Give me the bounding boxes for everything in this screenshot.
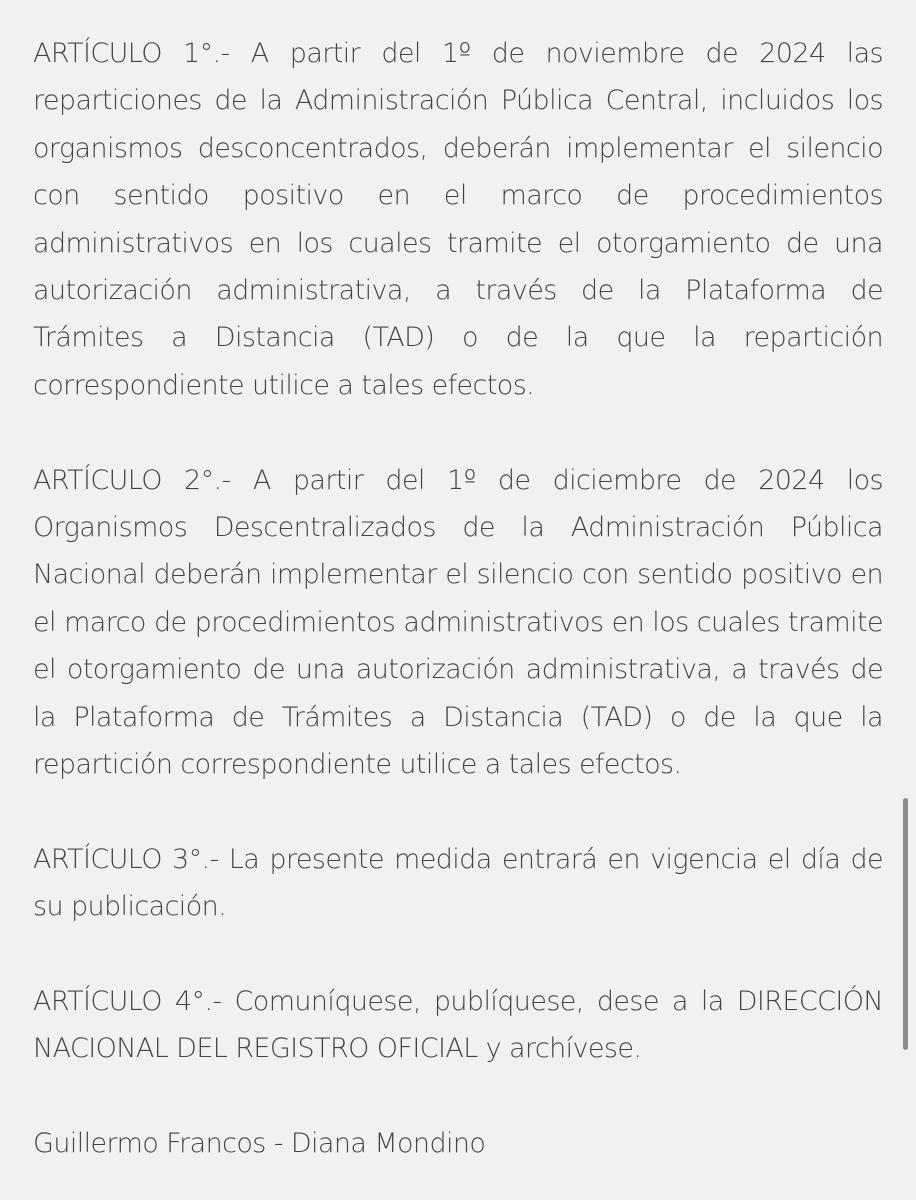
article-4-label: ARTÍCULO 4°.- xyxy=(33,986,222,1018)
article-3-text: La presente medida entrará en vigencia el día de su publicación. xyxy=(33,843,883,923)
article-2-label: ARTÍCULO 2°.- xyxy=(33,464,231,496)
signature: Guillermo Francos - Diana Mondino xyxy=(33,1128,486,1160)
article-4 xyxy=(33,978,883,1073)
scrollbar-thumb[interactable] xyxy=(903,798,908,1050)
article-1-label: ARTÍCULO 1°.- xyxy=(33,38,230,69)
article-2 xyxy=(33,457,883,789)
article-1-text: A partir del 1º de noviembre de 2024 las reparticiones de la Administración Pública Central, incluidos los organismos desconcentrados, deberán implementar el silencio con sentido positivo en el marco de procedimientos administrativos en los cuales tramite el otorgamiento de una autorización administrativa, a través de la Plataforma de Trámites a Distancia (TAD) o de la que la repartición correspondiente utilice a tales efectos. xyxy=(33,38,883,401)
article-4-text: Comuníquese, publíquese, dese a la DIRECCIÓN NACIONAL DEL REGISTRO OFICIAL y archívese. xyxy=(33,986,883,1065)
article-3 xyxy=(33,836,883,931)
article-1 xyxy=(33,30,883,409)
article-3-label: ARTÍCULO 3°.- xyxy=(33,843,219,875)
article-2-text: A partir del 1º de diciembre de 2024 los Organismos Descentralizados de la Administración Pública Nacional deberán implementar el silencio con sentido positivo en el marco de procedimientos administrativos en los cuales tramite el otorgamiento de una autorización administrativa, a través de la Plataforma de Trámites a Distancia (TAD) o de la que la repartición correspondiente utilice a tales efectos. xyxy=(33,464,883,781)
